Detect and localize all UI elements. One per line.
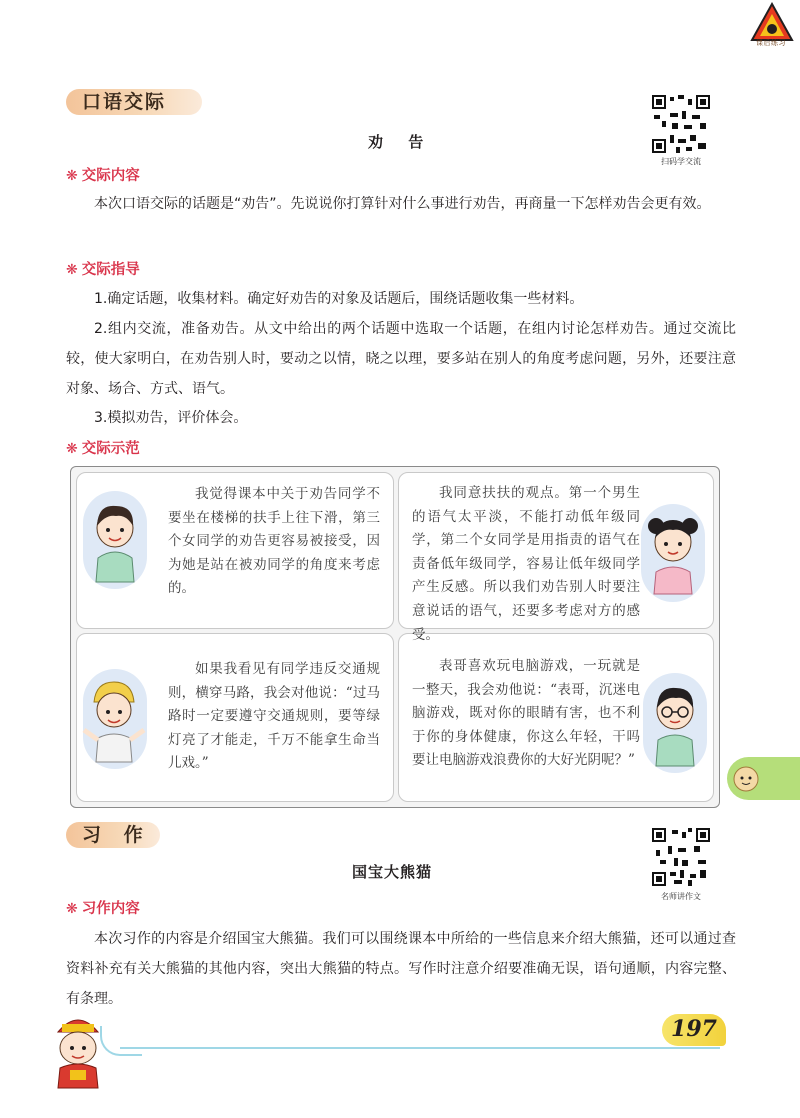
section-heading-demo xyxy=(66,437,140,458)
girl-avatar-icon xyxy=(644,508,702,596)
guide-item-3: 3.模拟劝告，评价体会。 xyxy=(94,410,248,426)
boy-avatar-icon xyxy=(86,498,144,584)
section-heading-writing-content xyxy=(66,897,140,918)
heading-text: 交际指导 xyxy=(81,262,140,278)
dialogue-text: 我同意扶扶的观点。第一个男生的语气太平淡，不能打动低年级同学，第二个女同学是用指责的语气在责备低年级同学，容易让低年级同学产生反感。所以我们劝告别人时要注意说话的语气，还要多考虑对方的感受。 xyxy=(412,485,640,643)
boy-with-hat-avatar-icon xyxy=(82,674,146,766)
dialogue-text: 如果我看见有同学违反交通规则，横穿马路，我会对他说：“过马路时一定要遵守交通规则，要等绿灯亮了才能走，千万不能拿生命当儿戏。” xyxy=(168,661,380,772)
section-heading-guide xyxy=(66,258,140,279)
asterisk-icon: ❋ xyxy=(66,168,78,184)
footer-line xyxy=(120,1047,720,1049)
guide-item-2: 2.组内交流，准备劝告。从文中给出的两个话题中选取一个话题，在组内讨论怎样劝告。通过交流比较，使大家明白，在劝告别人时，要动之以情，晓之以理，要多站在别人的角度考虑问题，另外，还要注意对象、场合、方式、语气。 xyxy=(66,321,736,397)
mascot-face-icon xyxy=(730,762,762,794)
qr-caption: 扫码学交流 xyxy=(661,157,701,166)
qr-code-icon[interactable] xyxy=(652,828,710,886)
heading-text: 交际内容 xyxy=(81,168,140,184)
guide-item-1: 1.确定话题，收集材料。确定好劝告的对象及话题后，围绕话题收集一些材料。 xyxy=(94,291,584,307)
page-title-quangao: 劝 告 xyxy=(368,133,434,151)
heading-text: 习作内容 xyxy=(81,901,140,917)
asterisk-icon: ❋ xyxy=(66,441,78,457)
qr-caption: 名师讲作文 xyxy=(661,892,701,901)
dialogue-text: 表哥喜欢玩电脑游戏，一玩就是一整天，我会劝他说：“表哥，沉迷电脑游戏，既对你的眼睛有害，也不利于你的身体健康，你这么年轻，干吗要让电脑游戏浪费你的大好光阴呢？” xyxy=(412,658,640,769)
mascot-icon xyxy=(42,1010,114,1090)
page-number: 197 xyxy=(671,1016,717,1042)
writing-paragraph: 本次习作的内容是介绍国宝大熊猫。我们可以围绕课本中所给的一些信息来介绍大熊猫，还可以通过查资料补充有关大熊猫的其他内容，突出大熊猫的特点。写作时注意介绍要准确无误，语句通顺，内容完整、有条理。 xyxy=(66,931,736,1007)
qr-code-icon[interactable] xyxy=(652,95,710,153)
logo-caption: 课后练习 xyxy=(756,39,786,47)
boy-with-glasses-avatar-icon xyxy=(646,678,704,768)
section-heading-content xyxy=(66,164,140,185)
asterisk-icon: ❋ xyxy=(66,262,78,278)
dialogue-text: 我觉得课本中关于劝告同学不要坐在楼梯的扶手上往下滑，第三个女同学的劝告更容易被接受，因为她是站在被劝同学的角度来考虑的。 xyxy=(168,486,380,597)
asterisk-icon: ❋ xyxy=(66,901,78,917)
heading-text: 交际示范 xyxy=(81,441,140,457)
content-paragraph: 本次口语交际的话题是“劝告”。先说说你打算针对什么事进行劝告，再商量一下怎样劝告会更有效。 xyxy=(94,196,711,212)
section-banner-oral-communication: 口语交际 xyxy=(66,89,202,115)
section-banner-writing: 习 作 xyxy=(66,822,160,848)
page-title-panda: 国宝大熊猫 xyxy=(352,863,433,881)
